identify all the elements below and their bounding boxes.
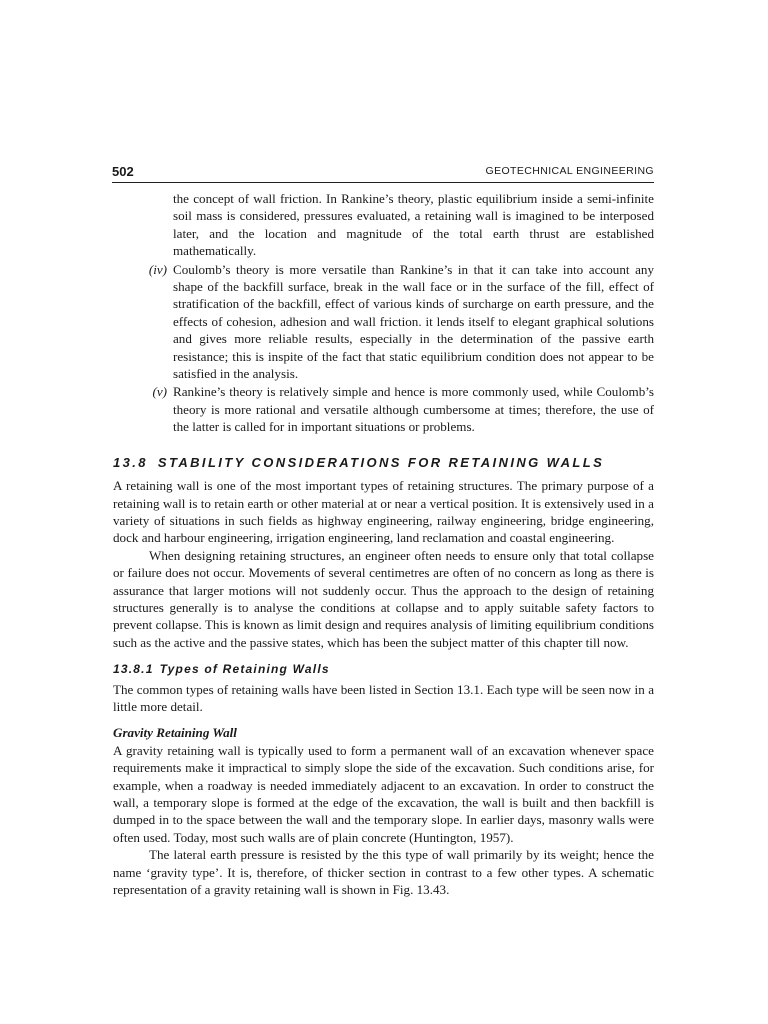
list-item-number: (iv)	[148, 261, 167, 277]
section-title: STABILITY CONSIDERATIONS FOR RETAINING WALLS	[157, 454, 605, 470]
page-body	[113, 190, 654, 898]
page-header	[112, 164, 654, 182]
list-item-number: (v)	[152, 384, 167, 400]
gravity-wall-heading: Gravity Retaining Wall	[113, 725, 237, 741]
gravity-paragraph: A gravity retaining wall is typically used to form a permanent wall of an excavation whenever space requirements make it impractical to simply slope the side of the excavation. Such conditions arise, for example, when a roadway is needed immediately adjacent to an excavation. In order to construct the wall, a temporary slope is formed at the edge of the excavation, the wall is built and then backfill is dumped in to the space between the wall and the temporary slope. In earlier days, masonry walls were often used. Today, most such walls are of plain concrete (Huntington, 1957).	[113, 742, 654, 845]
gravity-paragraph: The lateral earth pressure is resisted by the this type of wall primarily by its weight; hence the name ‘gravity type’. It is, therefore, of thicker section in contrast to a few other types. A schematic representation of a gravity retaining wall is shown in Fig. 13.43.	[113, 847, 654, 898]
section-paragraph: A retaining wall is one of the most important types of retaining structures. The primary purpose of a retaining wall is to retain earth or other material at or near a vertical position. It is extensively used in a variety of situations in such fields as highway engineering, railway engineering, bridge engineering, dock and harbour engineering, irrigation engineering, land reclamation and coastal engineering.	[113, 478, 654, 546]
list-item-v	[113, 383, 654, 435]
list-item-text: Rankine’s theory is relatively simple and hence is more commonly used, while Coulomb’s theory is more rational and versatile although cumbersome at times; therefore, the use of the latter is called for in important situations or problems.	[173, 384, 654, 435]
subsection-title: Types of Retaining Walls	[159, 662, 330, 677]
section-heading	[113, 454, 654, 471]
running-title: GEOTECHNICAL ENGINEERING	[485, 165, 654, 177]
page-number: 502	[112, 164, 134, 179]
section-number: 13.8	[113, 454, 148, 470]
list-item-text: Coulomb’s theory is more versatile than Rankine’s in that it can take into account any shape of the backfill surface, break in the wall face or in the surface of the fill, effect of stratification of the backfill, effect of various kinds of surcharge on earth pressure, and the effects of cohesion, adhesion and wall friction. it lends itself to elegant graphical solutions and gives more reliable results, especially in the determination of the passive earth resistance; this is inspite of the fact that static equilibrium condition does not appear to be satisfied in the analysis.	[173, 261, 654, 382]
subsection-number: 13.8.1	[113, 662, 154, 677]
list-item-iv	[113, 261, 654, 383]
continuation-paragraph: the concept of wall friction. In Rankine’s theory, plastic equilibrium inside a semi-infinite soil mass is considered, pressures evaluated, a retaining wall is imagined to be interposed later, and the location and magnitude of the total earth thrust are established mathematically.	[173, 191, 654, 259]
section-paragraph: When designing retaining structures, an engineer often needs to ensure only that total collapse or failure does not occur. Movements of several centimetres are often of no concern as long as there is assurance that larger motions will not suddenly occur. Thus the approach to the design of retaining structures generally is to analyse the conditions at collapse and to apply suitable safety factors to prevent collapse. This is known as limit design and requires analysis of limiting equilibrium conditions such as the active and the passive states, which has been the subject matter of this chapter till now.	[113, 547, 654, 650]
subsection-paragraph: The common types of retaining walls have been listed in Section 13.1. Each type will be seen now in a little more detail.	[113, 681, 654, 714]
subsection-heading	[113, 661, 654, 678]
header-rule	[112, 182, 654, 183]
